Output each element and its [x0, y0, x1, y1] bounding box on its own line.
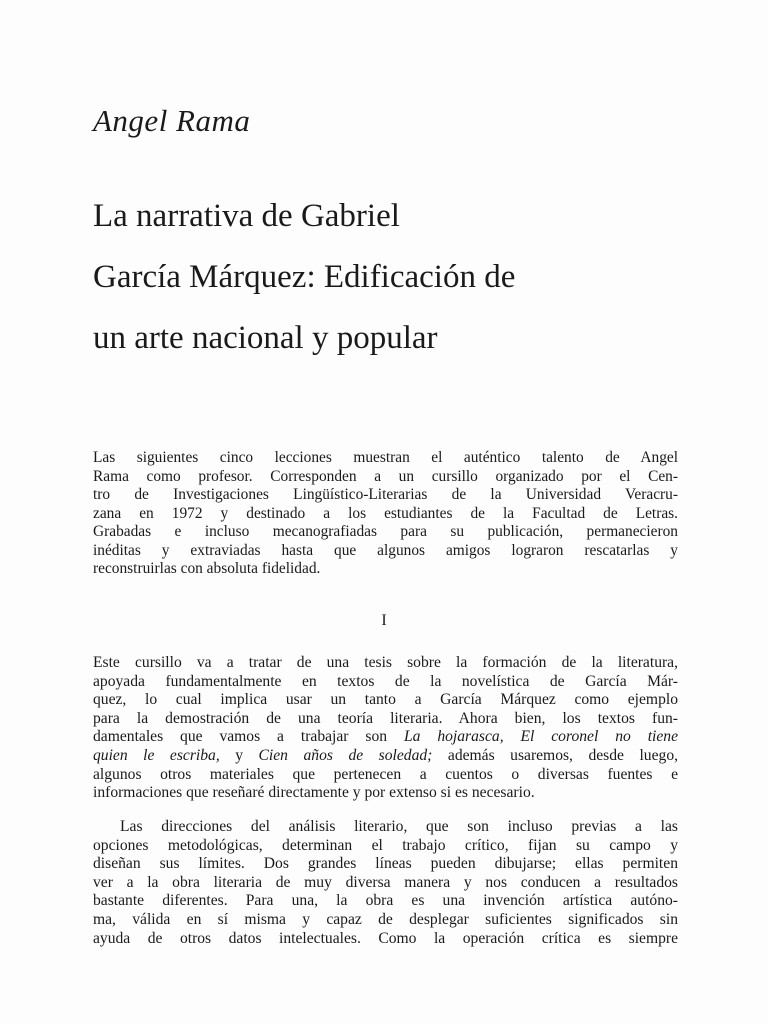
title-line: un arte nacional y popular: [93, 320, 438, 356]
body-line: algunos otros materiales que pertenecen a cuentos o diversas fuentes e: [93, 765, 678, 783]
title-line: García Márquez: Edificación de: [93, 259, 516, 295]
intro-line: inéditas y extraviadas hasta que algunos amigos lograron rescatarlas y: [93, 541, 678, 559]
intro-line: tro de Investigaciones Lingüístico-Literarias de la Universidad Veracru-: [93, 486, 678, 503]
body-line: Las direcciones del análisis literario, que son incluso previas a las: [120, 818, 678, 835]
title-line: La narrativa de Gabriel: [93, 198, 400, 234]
book-title-italic: La hojarasca, El coronel no tiene: [403, 728, 678, 746]
body-line: ayuda de otros datos intelectuales. Como la operación crítica es siempre: [93, 929, 678, 947]
intro-paragraph: [93, 449, 678, 579]
body-line: diseñan sus límites. Dos grandes líneas pueden dibujarse; ellas permiten: [93, 855, 678, 873]
intro-line: Rama como profesor. Corresponden a un cursillo organizado por el Cen-: [93, 467, 678, 485]
body-line: ma, válida en sí misma y capaz de desplegar suficientes significados sin: [93, 910, 678, 928]
book-title-italic: quien le escriba,: [93, 746, 220, 764]
body-line: ver a la obra literaria de muy diversa manera y nos conducen a resultados: [93, 873, 678, 891]
book-title-italic: Cien años de soledad;: [258, 746, 433, 764]
body-line: apoyada fundamentalmente en textos de la novelística de García Már-: [93, 672, 678, 690]
body-line: Este cursillo va a tratar de una tesis sobre la formación de la literatura,: [93, 654, 678, 671]
body-line: bastante diferentes. Para una, la obra es una invención artística autóno-: [93, 892, 678, 910]
intro-line: Las siguientes cinco lecciones muestran el auténtico talento de Angel: [93, 449, 678, 466]
body-line-mixed: [93, 747, 678, 766]
body-line: opciones metodológicas, determinan el trabajo crítico, fijan su campo y: [93, 836, 678, 854]
body-line: quez, lo cual implica usar un tanto a García Márquez como ejemplo: [93, 691, 678, 709]
body-line: para la demostración de una teoría literaria. Ahora bien, los textos fun-: [93, 709, 678, 727]
article-title: [93, 186, 693, 369]
body-line: informaciones que reseñaré directamente y por extenso si es necesario.: [93, 784, 535, 802]
body-paragraph-1: [93, 654, 678, 803]
intro-line: Grabadas e incluso mecanografiadas para su publicación, permanecieron: [93, 523, 678, 540]
body-text: además usaremos, desde luego,: [432, 746, 679, 764]
section-number: I: [381, 612, 387, 629]
intro-line: zana en 1972 y destinado a los estudiantes de la Facultad de Letras.: [93, 504, 678, 522]
body-text: damentales que vamos a trabajar son: [93, 728, 404, 746]
intro-line: reconstruirlas con absoluta fidelidad.: [93, 560, 321, 577]
body-text: y: [219, 746, 259, 764]
body-line-mixed: [93, 728, 678, 747]
author-name: Angel Rama: [93, 103, 251, 138]
body-paragraph-2: [93, 818, 678, 948]
